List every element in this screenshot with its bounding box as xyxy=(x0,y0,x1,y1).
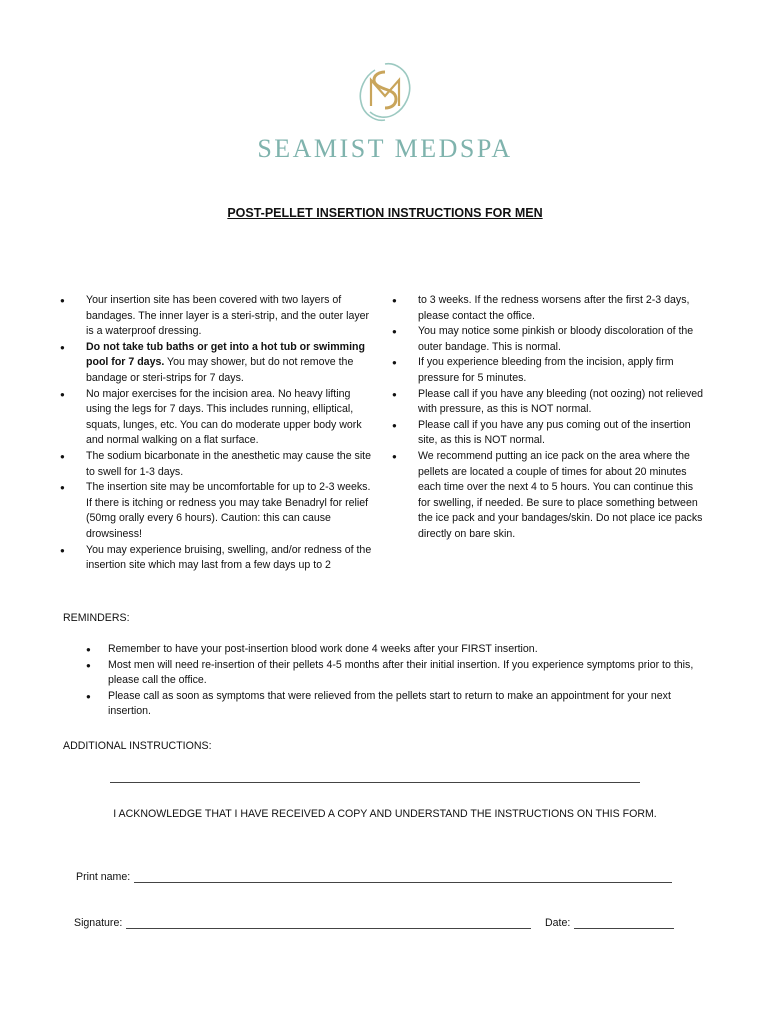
date-label: Date: xyxy=(545,917,571,929)
instruction-item: ● to 3 weeks. If the redness worsens after the first 2-3 days, please contact the office. xyxy=(390,293,705,324)
instruction-item: ● Do not take tub baths or get into a hot tub or swimming pool for 7 days. You may shower, but do not remove the bandage or steri-strips for 7 days. xyxy=(58,340,378,387)
reminder-item: ● Most men will need re-insertion of their pellets 4-5 months after their initial insertion. If you experience symptoms prior to this, please call the office. xyxy=(84,658,714,689)
print-name-field[interactable] xyxy=(76,871,672,883)
instructions-left-column xyxy=(58,293,378,574)
instruction-item: ● You may notice some pinkish or bloody discoloration of the outer bandage. This is normal. xyxy=(390,324,705,355)
reminders-label: REMINDERS: xyxy=(63,612,130,624)
signature-label: Signature: xyxy=(74,917,123,929)
instructions-right-column xyxy=(390,293,705,543)
date-field[interactable] xyxy=(545,917,674,929)
seamist-monogram-icon xyxy=(355,60,415,124)
reminder-item: ● Remember to have your post-insertion blood work done 4 weeks after your FIRST insertion. xyxy=(84,642,714,658)
signature-line[interactable] xyxy=(126,917,531,929)
instruction-item: ● Your insertion site has been covered with two layers of bandages. The inner layer is a steri-strip, and the outer layer is a waterproof dressing. xyxy=(58,293,378,340)
additional-instructions-label: ADDITIONAL INSTRUCTIONS: xyxy=(63,740,212,752)
acknowledgement-statement: I ACKNOWLEDGE THAT I HAVE RECEIVED A COPY AND UNDERSTAND THE INSTRUCTIONS ON THIS FORM. xyxy=(113,808,657,820)
instruction-item: ● You may experience bruising, swelling, and/or redness of the insertion site which may last from a few days up to 2 xyxy=(58,543,378,574)
instruction-item: ● Please call if you have any pus coming out of the insertion site, as this is NOT normal. xyxy=(390,418,705,449)
reminders-list xyxy=(84,642,714,720)
reminder-item: ● Please call as soon as symptoms that were relieved from the pellets start to return to make an appointment for your next insertion. xyxy=(84,689,714,720)
signature-field[interactable] xyxy=(74,917,531,929)
instruction-item: ● No major exercises for the incision area. No heavy lifting using the legs for 7 days. This includes running, elliptical, squats, lunges, etc. You can do moderate upper body work and normal walking on a flat surface. xyxy=(58,387,378,449)
additional-instructions-line[interactable] xyxy=(110,782,640,783)
instruction-item: ● If you experience bleeding from the incision, apply firm pressure for 5 minutes. xyxy=(390,355,705,386)
instruction-item: ● The sodium bicarbonate in the anesthetic may cause the site to swell for 1-3 days. xyxy=(58,449,378,480)
instruction-item: ● Please call if you have any bleeding (not oozing) not relieved with pressure, as this is NOT normal. xyxy=(390,387,705,418)
brand-logo xyxy=(0,60,770,124)
brand-name: SEAMIST MEDSPA xyxy=(257,134,513,163)
print-name-line[interactable] xyxy=(134,871,672,883)
instruction-item: ● The insertion site may be uncomfortable for up to 2-3 weeks. If there is itching or redness you may take Benadryl for relief (50mg orally every 6 hours). Caution: this can cause drowsiness! xyxy=(58,480,378,542)
print-name-label: Print name: xyxy=(76,871,131,883)
document-title: POST-PELLET INSERTION INSTRUCTIONS FOR MEN xyxy=(227,206,543,220)
date-line[interactable] xyxy=(574,917,674,929)
instruction-item: ● We recommend putting an ice pack on the area where the pellets are located a couple of times for about 20 minutes each time over the next 4 to 5 hours. You can continue this for swelling, if needed. Be sure to place something between the ice pack and your bandages/skin. Do not place ice packs directly on bare skin. xyxy=(390,449,705,543)
